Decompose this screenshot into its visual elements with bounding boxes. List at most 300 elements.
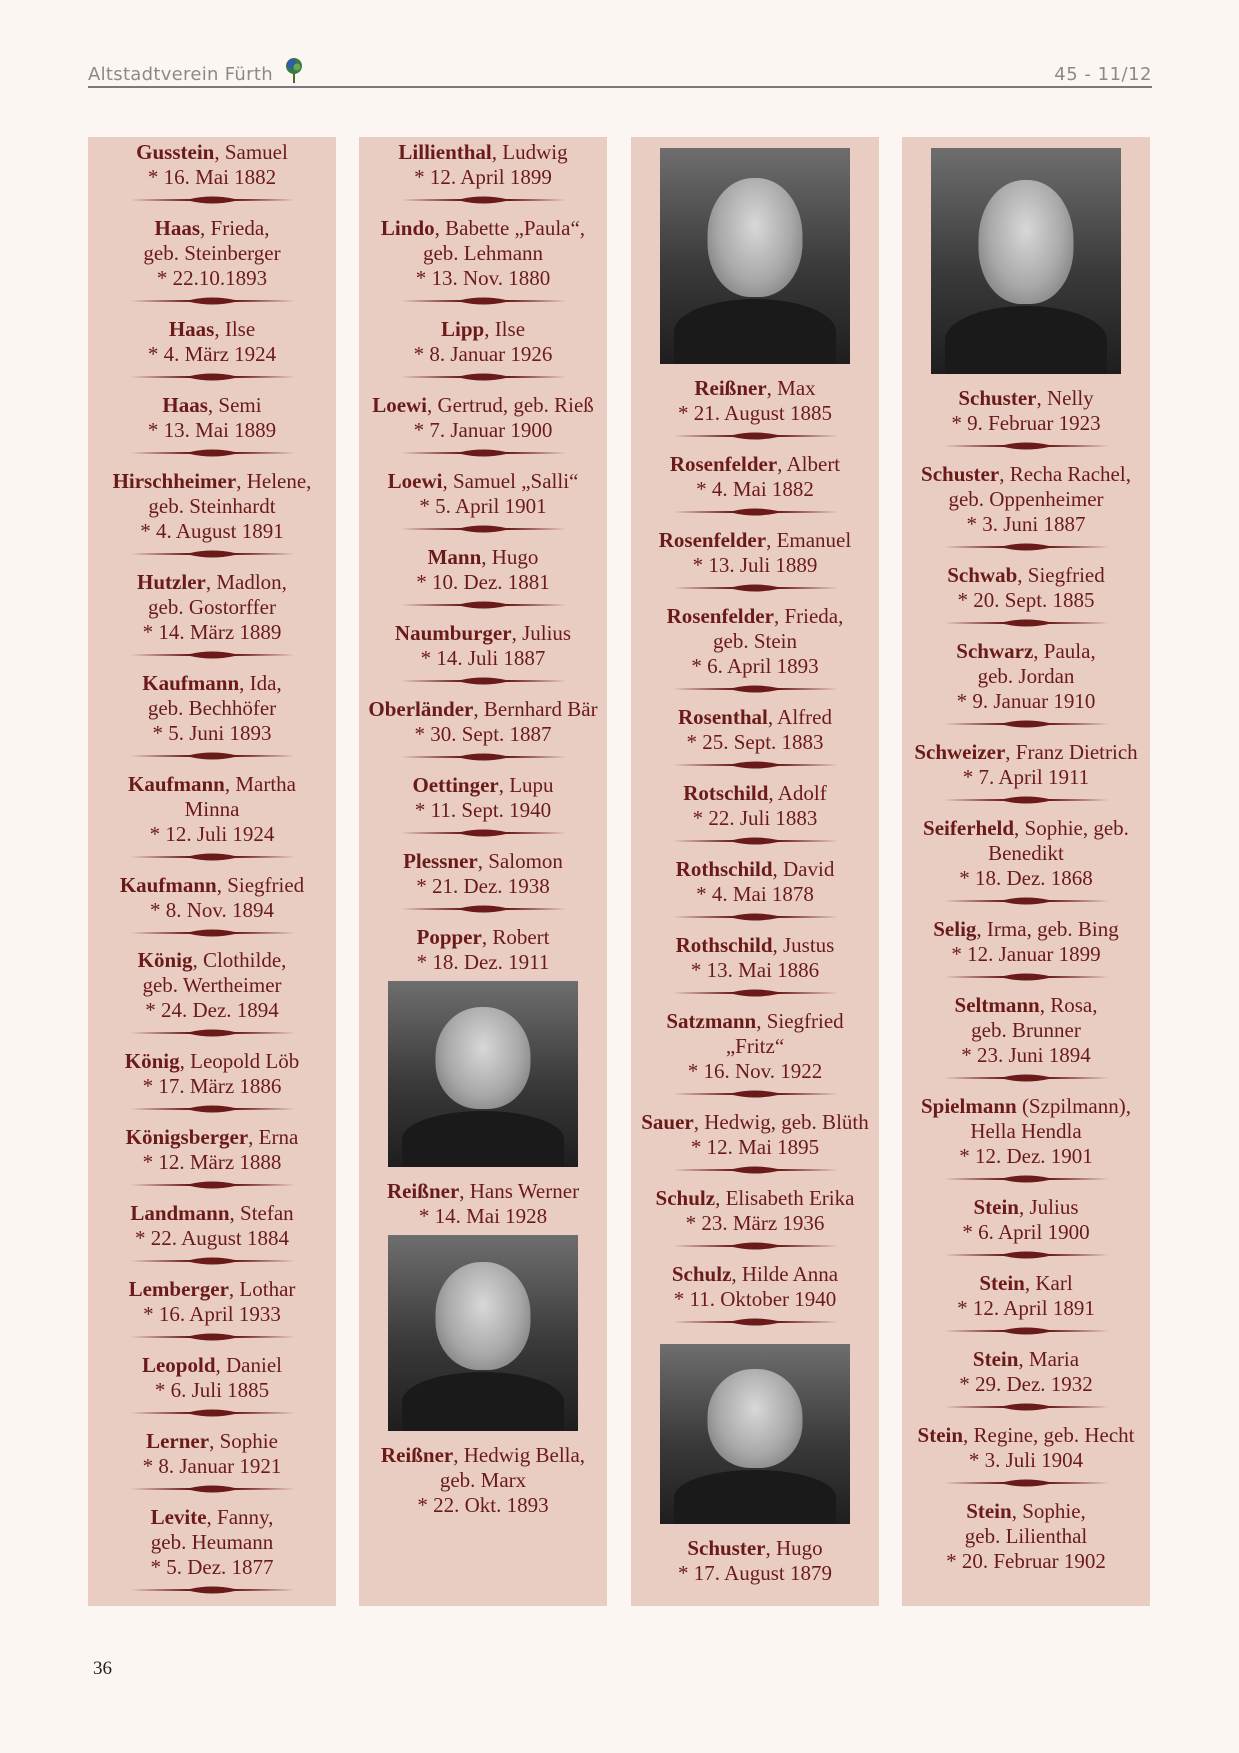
- ornament-divider: [130, 926, 295, 940]
- entry: [635, 705, 875, 755]
- entry-detail: geb. Brunner: [971, 1018, 1081, 1042]
- entry: [635, 1536, 875, 1586]
- ornament-divider: [401, 750, 566, 764]
- entry-birth-date: * 8. Januar 1921: [142, 1454, 282, 1479]
- entry-given-name: , Ilse: [214, 316, 256, 341]
- entry-surname: Stein: [972, 1347, 1019, 1371]
- entry-given-name: , Julius: [511, 621, 572, 645]
- entry-birth-date: * 4. Mai 1878: [696, 882, 814, 906]
- entry-birth-date: * 16. Nov. 1922: [687, 1059, 823, 1083]
- entry-birth-date: * 4. Mai 1882: [696, 477, 814, 501]
- entry-name-line: [363, 925, 603, 950]
- ornament-divider: [401, 294, 566, 308]
- entry-given-name: , Siegfried: [216, 872, 305, 897]
- ornament-divider: [673, 505, 838, 519]
- entry-detail: Minna: [184, 796, 240, 821]
- entry-surname: Plessner: [403, 849, 478, 873]
- ornament-divider: [944, 1476, 1109, 1490]
- entry-birth-date: * 3. Juli 1904: [968, 1448, 1084, 1472]
- entry-birth-date: * 12. April 1891: [957, 1296, 1095, 1320]
- column-1: [88, 137, 336, 1606]
- entry-name-line: [906, 917, 1146, 942]
- entry: [92, 873, 332, 923]
- entry-name-line: [363, 469, 603, 494]
- entry-name-line: [92, 873, 332, 898]
- entry-birth-date: * 13. Nov. 1880: [415, 266, 551, 290]
- entry: [906, 639, 1146, 714]
- entry-surname: Leopold: [141, 1353, 216, 1378]
- entry-given-name: , Babette „Paula“,: [434, 216, 586, 240]
- entry-given-name: , Franz Dietrich: [1005, 740, 1138, 764]
- entry-surname: Rosenfelder: [666, 604, 774, 628]
- entry-birth-date: * 5. Dez. 1877: [150, 1555, 274, 1579]
- entry-detail: geb. Marx: [439, 1468, 527, 1492]
- entry-detail: geb. Bechhöfer: [147, 695, 277, 720]
- entry-surname: König: [124, 1049, 180, 1074]
- entry-detail: geb. Lilienthal: [964, 1524, 1088, 1548]
- entry-given-name: , Hugo: [481, 545, 539, 569]
- entry-name-line: [92, 570, 332, 595]
- entry-name-line: [363, 849, 603, 874]
- entry: [906, 386, 1146, 436]
- entry-name-line: [906, 386, 1146, 411]
- entry: [92, 1505, 332, 1580]
- entry: [92, 1277, 332, 1327]
- entry: [906, 1271, 1146, 1321]
- entry-given-name: , Nelly: [1036, 386, 1094, 410]
- entry-birth-date: * 4. August 1891: [140, 518, 284, 543]
- photo-reissner-max: [660, 148, 850, 364]
- entry-name-line: [635, 705, 875, 730]
- entry-given-name: , Paula,: [1033, 639, 1096, 663]
- entry-surname: Schuster: [921, 462, 1000, 486]
- entry-birth-date: * 22. August 1884: [134, 1226, 289, 1251]
- entry-surname: Sauer: [641, 1110, 694, 1134]
- entry-birth-date: * 12. Dez. 1901: [959, 1144, 1093, 1168]
- entry-surname: Gusstein: [136, 140, 215, 164]
- entry-name-line: [92, 1353, 332, 1378]
- entry: [92, 469, 332, 544]
- entry-birth-date: * 18. Dez. 1911: [416, 950, 550, 974]
- entry-birth-date: * 6. April 1900: [962, 1220, 1090, 1244]
- entry-given-name: , Robert: [481, 925, 550, 949]
- entry-birth-date: * 7. Januar 1900: [413, 418, 553, 442]
- entry-given-name: , Alfred: [767, 705, 832, 729]
- entry-name-line: [635, 1110, 875, 1135]
- entry: [363, 1443, 603, 1518]
- entry-name-line: [906, 563, 1146, 588]
- entry-given-name: , David: [772, 857, 835, 881]
- entry-name-line: [363, 545, 603, 570]
- header-rule: [88, 86, 1152, 88]
- ornament-divider: [944, 717, 1109, 731]
- ornament-divider: [673, 758, 838, 772]
- entry-name-line: [363, 1179, 603, 1204]
- entry-birth-date: * 5. Juni 1893: [152, 720, 272, 745]
- entry-birth-date: * 24. Dez. 1894: [145, 998, 279, 1023]
- tree-logo-icon: [282, 56, 306, 84]
- entry-given-name: , Regine, geb. Hecht: [963, 1423, 1135, 1447]
- entry-birth-date: * 9. Januar 1910: [956, 689, 1096, 713]
- ornament-divider: [673, 581, 838, 595]
- entry-surname: Stein: [966, 1499, 1012, 1523]
- entry-detail: geb. Wertheimer: [142, 973, 282, 998]
- entry-detail: geb. Lehmann: [422, 241, 544, 265]
- entry: [92, 1353, 332, 1403]
- entry-detail: geb. Gostorffer: [148, 594, 276, 619]
- entry-name-line: [906, 462, 1146, 487]
- entry-given-name: , Frieda,: [773, 604, 844, 628]
- entry: [92, 317, 332, 367]
- entry-name-line: [363, 393, 603, 418]
- column-4: [902, 137, 1150, 1606]
- entry-given-name: , Recha Rachel,: [999, 462, 1131, 486]
- entry: [92, 1429, 332, 1479]
- entry-surname: Hutzler: [137, 569, 206, 594]
- ornament-divider: [944, 894, 1109, 908]
- photo-reissner-hedwig-bella: [388, 1235, 578, 1431]
- entry-given-name: , Hugo: [765, 1536, 823, 1560]
- entry: [635, 933, 875, 983]
- entry: [635, 452, 875, 502]
- entry: [92, 216, 332, 291]
- entry-name-line: [92, 393, 332, 418]
- ornament-divider: [944, 1400, 1109, 1414]
- entry-surname: Haas: [154, 215, 201, 240]
- entry-surname: Schulz: [655, 1186, 716, 1210]
- entry-birth-date: * 5. April 1901: [419, 494, 547, 518]
- entry-name-line: [92, 1429, 332, 1454]
- entry-surname: Lindo: [380, 216, 435, 240]
- entry-given-name: , Rosa,: [1039, 993, 1098, 1017]
- entry-given-name: , Clothilde,: [192, 948, 287, 973]
- entry-surname: Loewi: [372, 393, 428, 417]
- entry: [906, 1195, 1146, 1245]
- entry: [635, 781, 875, 831]
- entry-given-name: , Erna: [248, 1125, 299, 1150]
- entry-given-name: , Stefan: [229, 1201, 294, 1226]
- ornament-divider: [401, 826, 566, 840]
- entry-birth-date: * 8. Januar 1926: [413, 342, 553, 366]
- entry: [635, 1186, 875, 1236]
- publisher-name: Altstadtverein Fürth: [88, 64, 273, 85]
- entry-surname: Seltmann: [954, 993, 1040, 1017]
- entry-birth-date: * 12. Januar 1899: [951, 942, 1101, 966]
- entry-birth-date: * 17. August 1879: [677, 1561, 832, 1585]
- entry-given-name: , Emanuel: [766, 528, 852, 552]
- entry-birth-date: * 12. Juli 1924: [149, 821, 275, 846]
- entry-surname: Schuster: [958, 386, 1037, 410]
- entry-surname: Kaufmann: [119, 872, 217, 897]
- entry-name-line: [635, 1536, 875, 1561]
- entry-birth-date: * 16. Mai 1882: [147, 165, 277, 189]
- entry: [92, 772, 332, 847]
- ornament-divider: [130, 1406, 295, 1420]
- ornament-divider: [130, 294, 295, 308]
- entry-name-line: [906, 740, 1146, 765]
- entry-birth-date: * 6. Juli 1885: [154, 1378, 270, 1403]
- ornament-divider: [401, 370, 566, 384]
- entry-surname: Stein: [917, 1423, 964, 1447]
- column-2: [359, 137, 607, 1606]
- ornament-divider: [673, 986, 838, 1000]
- photo-schuster-hugo: [660, 1344, 850, 1524]
- entry-given-name: , Frieda,: [200, 215, 270, 240]
- ornament-divider: [401, 193, 566, 207]
- entry: [92, 1201, 332, 1251]
- entry-name-line: [906, 993, 1146, 1018]
- entry: [906, 1347, 1146, 1397]
- entry-surname: Loewi: [387, 469, 443, 493]
- entry-surname: Schwab: [947, 563, 1018, 587]
- entry-birth-date: * 14. Mai 1928: [418, 1204, 548, 1228]
- entry-surname: Stein: [973, 1195, 1019, 1219]
- entry-birth-date: * 9. Februar 1923: [951, 411, 1101, 435]
- entry-given-name: , Ilse: [484, 317, 526, 341]
- entry-name-line: [906, 639, 1146, 664]
- entry-birth-date: * 17. März 1886: [142, 1074, 282, 1099]
- entry-given-name: , Elisabeth Erika: [715, 1186, 855, 1210]
- entry-detail: geb. Steinhardt: [148, 493, 276, 518]
- entry: [906, 1423, 1146, 1473]
- entry-detail: „Fritz“: [725, 1034, 785, 1058]
- entry-given-name: , Siegfried: [756, 1009, 844, 1033]
- ornament-divider: [130, 749, 295, 763]
- entry-birth-date: * 4. März 1924: [147, 341, 277, 366]
- entry-name-line: [635, 452, 875, 477]
- entry-surname: Haas: [162, 392, 208, 417]
- entry-birth-date: * 13. Mai 1889: [147, 417, 277, 442]
- entry-detail: geb. Stein: [713, 629, 797, 653]
- photo-schuster-nelly: [931, 148, 1121, 374]
- entry: [363, 140, 603, 190]
- entry-given-name: , Hedwig Bella,: [453, 1443, 586, 1467]
- entry-detail: Benedikt: [988, 841, 1064, 865]
- ornament-divider: [944, 616, 1109, 630]
- ornament-divider: [401, 522, 566, 536]
- entry-birth-date: * 25. Sept. 1883: [686, 730, 824, 754]
- entry-given-name: , Albert: [777, 452, 841, 476]
- entry: [906, 1499, 1146, 1574]
- entry-birth-date: * 11. Oktober 1940: [673, 1287, 837, 1311]
- ornament-divider: [130, 547, 295, 561]
- ornament-divider: [944, 439, 1109, 453]
- entry-surname: Rosenthal: [677, 705, 768, 729]
- ornament-divider: [944, 1172, 1109, 1186]
- entry-surname: Lipp: [440, 317, 485, 341]
- entry-name-line: [92, 671, 332, 696]
- entry-surname: Rosenfelder: [669, 452, 778, 476]
- entry-birth-date: * 12. April 1899: [414, 165, 552, 189]
- entry-given-name: , Daniel: [215, 1353, 282, 1378]
- entry-name-line: [92, 772, 332, 797]
- entry: [92, 1125, 332, 1175]
- entry-birth-date: * 12. März 1888: [142, 1150, 282, 1175]
- entry: [635, 857, 875, 907]
- entry-surname: Schulz: [671, 1262, 732, 1286]
- entry-surname: Lillienthal: [398, 140, 492, 164]
- entry-birth-date: * 18. Dez. 1868: [959, 866, 1093, 890]
- entry-surname: Stein: [979, 1271, 1025, 1295]
- entry: [92, 140, 332, 190]
- entry-given-name: , Hedwig, geb. Blüth: [693, 1110, 869, 1134]
- entry-surname: Landmann: [130, 1201, 230, 1226]
- entry-surname: Schweizer: [914, 740, 1006, 764]
- entry-given-name: , Lothar: [228, 1277, 296, 1302]
- entry-birth-date: * 29. Dez. 1932: [959, 1372, 1093, 1396]
- entry-given-name: , Martha: [224, 771, 296, 796]
- entry: [635, 1262, 875, 1312]
- entry-name-line: [635, 1262, 875, 1287]
- entry-name-line: [92, 1505, 332, 1530]
- entry-birth-date: * 22. Juli 1883: [692, 806, 818, 830]
- entry-detail: geb. Heumann: [150, 1530, 274, 1554]
- entry-surname: Popper: [416, 925, 482, 949]
- entry: [635, 528, 875, 578]
- entry-name-line: [635, 933, 875, 958]
- entry-birth-date: * 3. Juni 1887: [966, 512, 1086, 536]
- entry-name-line: [92, 1049, 332, 1074]
- entry: [906, 1094, 1146, 1169]
- entry-surname: Reißner: [694, 376, 767, 400]
- entry: [635, 1110, 875, 1160]
- entry-surname: Oberländer: [368, 697, 474, 721]
- entry: [363, 469, 603, 519]
- ornament-divider: [673, 1239, 838, 1253]
- entry-surname: Oettinger: [412, 773, 499, 797]
- entry-birth-date: * 14. März 1889: [142, 619, 282, 644]
- entry-surname: Lemberger: [128, 1277, 229, 1302]
- entry-name-line: [363, 216, 603, 241]
- entry-name-line: [906, 1347, 1146, 1372]
- entry-birth-date: * 23. März 1936: [685, 1211, 825, 1235]
- ornament-divider: [673, 429, 838, 443]
- entry-given-name: , Sophie,: [1011, 1499, 1086, 1523]
- entry-birth-date: * 30. Sept. 1887: [414, 722, 552, 746]
- entry-surname: Lerner: [146, 1429, 210, 1454]
- entry-given-name: , Hans Werner: [459, 1179, 580, 1203]
- entry-surname: Mann: [427, 545, 482, 569]
- entry-given-name: , Helene,: [236, 468, 312, 493]
- entry-surname: Kaufmann: [127, 771, 225, 796]
- entry-birth-date: * 7. April 1911: [962, 765, 1090, 789]
- entry-surname: Spielmann: [920, 1094, 1017, 1118]
- entry-surname: Haas: [168, 316, 215, 341]
- entry-given-name: , Madlon,: [205, 569, 287, 594]
- entry-given-name: (Szpilmann),: [1016, 1094, 1131, 1118]
- entry-detail: geb. Jordan: [977, 664, 1075, 688]
- entry-name-line: [363, 317, 603, 342]
- entry: [906, 740, 1146, 790]
- entry-birth-date: * 22. Okt. 1893: [417, 1493, 549, 1517]
- entry: [906, 462, 1146, 537]
- entry: [363, 925, 603, 975]
- entry-surname: Levite: [150, 1505, 207, 1529]
- entry-given-name: , Ludwig: [491, 140, 568, 164]
- ornament-divider: [130, 1254, 295, 1268]
- entry: [363, 393, 603, 443]
- entry-surname: Satzmann: [666, 1009, 757, 1033]
- entry-surname: Königsberger: [125, 1125, 249, 1150]
- ornament-divider: [944, 1248, 1109, 1262]
- entry-surname: Rothschild: [675, 933, 773, 957]
- ornament-divider: [944, 793, 1109, 807]
- entry-surname: Hirschheimer: [112, 468, 237, 493]
- entry-birth-date: * 20. Sept. 1885: [957, 588, 1095, 612]
- entry-given-name: , Ida,: [239, 670, 282, 695]
- entry: [363, 1179, 603, 1229]
- entry-birth-date: * 16. April 1933: [143, 1302, 281, 1327]
- ornament-divider: [944, 540, 1109, 554]
- ornament-divider: [130, 850, 295, 864]
- entry-birth-date: * 22.10.1893: [156, 265, 268, 290]
- entry-given-name: , Max: [766, 376, 816, 400]
- entry-name-line: [906, 816, 1146, 841]
- entry-given-name: , Adolf: [768, 781, 827, 805]
- entry-name-line: [92, 1277, 332, 1302]
- entry-name-line: [92, 317, 332, 342]
- entry-name-line: [635, 857, 875, 882]
- entry: [906, 816, 1146, 891]
- ornament-divider: [401, 902, 566, 916]
- entry: [363, 773, 603, 823]
- entry-given-name: , Fanny,: [206, 1505, 274, 1529]
- entry-detail: Hella Hendla: [970, 1119, 1082, 1143]
- entry-surname: Reißner: [380, 1443, 454, 1467]
- entry: [92, 671, 332, 746]
- ornament-divider: [944, 970, 1109, 984]
- entry: [906, 917, 1146, 967]
- entry-name-line: [92, 1125, 332, 1150]
- entry-surname: Naumburger: [394, 621, 512, 645]
- entry-name-line: [906, 1195, 1146, 1220]
- entry-given-name: , Siegfried: [1017, 563, 1105, 587]
- entry-name-line: [92, 948, 332, 973]
- ornament-divider: [401, 598, 566, 612]
- entry: [635, 376, 875, 426]
- entry-surname: Seiferheld: [923, 816, 1015, 840]
- entry-surname: Reißner: [386, 1179, 460, 1203]
- entry-given-name: , Karl: [1024, 1271, 1073, 1295]
- entry-surname: Selig: [933, 917, 977, 941]
- entry-given-name: , Justus: [772, 933, 835, 957]
- ornament-divider: [130, 1178, 295, 1192]
- entry-name-line: [635, 781, 875, 806]
- entry-surname: Schuster: [687, 1536, 766, 1560]
- entry-birth-date: * 11. Sept. 1940: [414, 798, 552, 822]
- entry-name-line: [363, 773, 603, 798]
- entry: [906, 563, 1146, 613]
- entry: [363, 545, 603, 595]
- entry-given-name: , Sophie: [209, 1429, 278, 1454]
- entry-given-name: , Salomon: [477, 849, 563, 873]
- entry-given-name: , Semi: [207, 392, 262, 417]
- ornament-divider: [130, 1482, 295, 1496]
- entry-name-line: [363, 140, 603, 165]
- entry-name-line: [635, 1009, 875, 1034]
- entry: [363, 849, 603, 899]
- entry-birth-date: * 13. Mai 1886: [690, 958, 820, 982]
- entry: [906, 993, 1146, 1068]
- entry: [92, 393, 332, 443]
- entry-birth-date: * 10. Dez. 1881: [416, 570, 550, 594]
- entry-given-name: , Lupu: [498, 773, 554, 797]
- entry-birth-date: * 23. Juni 1894: [961, 1043, 1091, 1067]
- entry-surname: Schwarz: [956, 639, 1034, 663]
- entry-name-line: [635, 528, 875, 553]
- entry-given-name: , Hilde Anna: [731, 1262, 839, 1286]
- ornament-divider: [673, 1315, 838, 1329]
